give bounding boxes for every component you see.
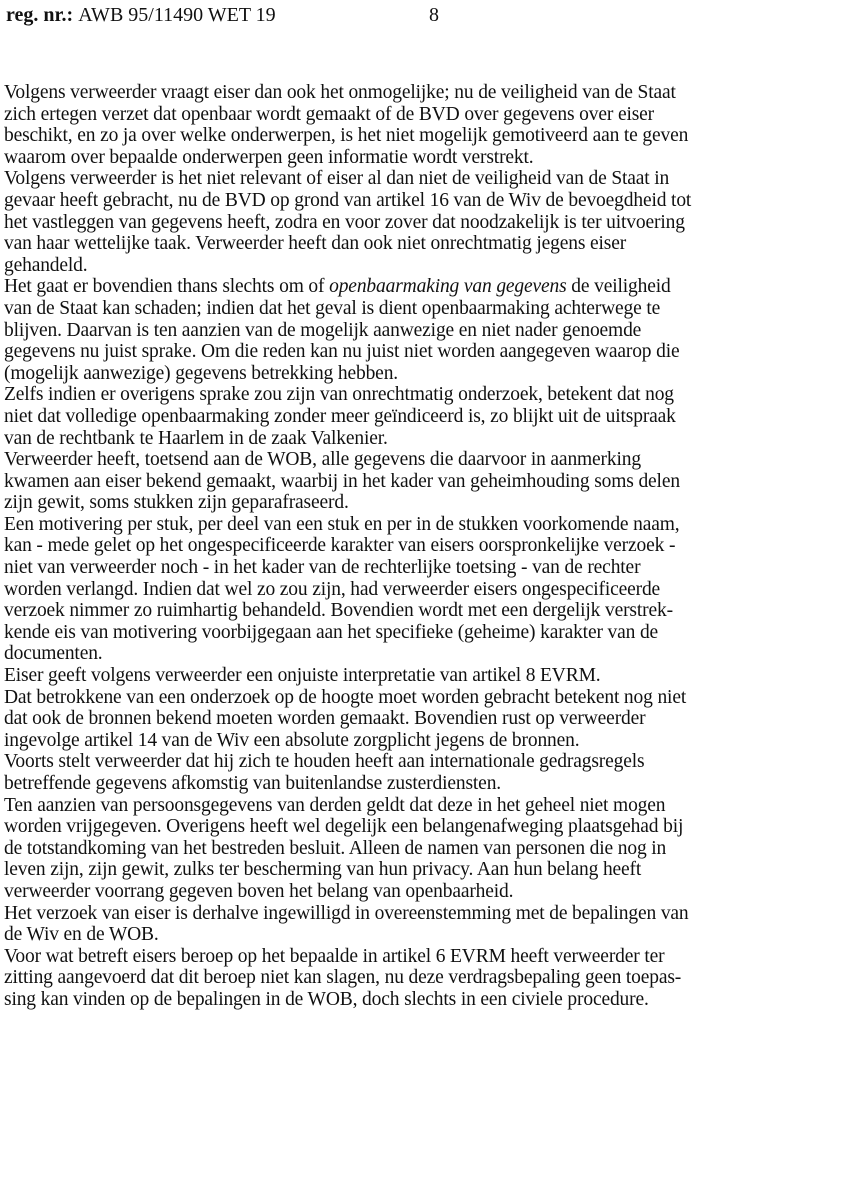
text-line: dat ook de bronnen bekend moeten worden gemaakt. Bovendien rust op verweerder	[4, 708, 646, 730]
text-line: kende eis van motivering voorbijgegaan aan het specifieke (geheime) karakter van de	[4, 621, 659, 643]
text-line: ingevolge artikel 14 van de Wiv een absolute zorgplicht jegens de bronnen.	[4, 729, 580, 751]
page-header	[6, 2, 439, 28]
reg-number: AWB 95/11490 WET 19	[78, 4, 276, 26]
text-line: gegevens nu juist sprake. Om die reden kan nu juist niet worden aangegeven waarop die	[4, 341, 680, 363]
text-line: van haar wettelijke taak. Verweerder heeft dan ook niet onrechtmatig jegens eiser	[4, 233, 627, 255]
text-line: Voor wat betreft eisers beroep op het bepaalde in artikel 6 EVRM heeft verweerder ter	[4, 945, 665, 967]
text-line: het vastleggen van gegevens heeft, zodra en voor zover dat noodzakelijk is ter uitvoering	[4, 211, 685, 233]
text-line: Zelfs indien er overigens sprake zou zijn van onrechtmatig onderzoek, betekent dat nog	[4, 384, 674, 406]
text-line: zitting aangevoerd dat dit beroep niet kan slagen, nu deze verdragsbepaling geen toepas-	[4, 967, 682, 989]
text-line: betreffende gegevens afkomstig van buitenlandse zusterdiensten.	[4, 773, 502, 794]
text-fragment: Het gaat er bovendien thans slechts om of	[4, 276, 330, 298]
text-line: worden verlangd. Indien dat wel zo zou zijn, had verweerder eisers ongespecificeerde	[4, 578, 661, 600]
text-line: worden vrijgegeven. Overigens heeft wel degelijk een belangenafweging plaatsgehad bij	[4, 816, 684, 838]
text-line: de totstandkoming van het bestreden besluit. Alleen de namen van personen die nog in	[4, 837, 667, 859]
page-number: 8	[429, 4, 439, 26]
text-line: niet van verweerder noch - in het kader van de rechterlijke toetsing - van de rechter	[4, 557, 641, 579]
text-line: Een motivering per stuk, per deel van een stuk en per in de stukken voorkomende naam,	[4, 513, 680, 535]
reg-number-label: reg. nr.:	[6, 4, 74, 26]
text-line: de Wiv en de WOB.	[4, 924, 159, 946]
text-line: van de Staat kan schaden; indien dat het geval is dient openbaarmaking achterwege te	[4, 297, 661, 319]
text-line: gehandeld.	[4, 254, 88, 276]
text-line: zijn gewit, soms stukken zijn geparafraseerd.	[4, 492, 349, 514]
text-line: documenten.	[4, 643, 103, 665]
text-line: verweerder voorrang gegeven boven het belang van openbaarheid.	[4, 880, 514, 902]
text-line: (mogelijk aanwezige) gegevens betrekking hebben.	[4, 362, 399, 384]
text-line: Het verzoek van eiser is derhalve ingewilligd in overeenstemming met de bepalingen van	[4, 902, 689, 924]
text-line: Dat betrokkene van een onderzoek op de hoogte moet worden gebracht betekent nog niet	[4, 686, 687, 708]
text-line: gevaar heeft gebracht, nu de BVD op grond van artikel 16 van de Wiv de bevoegdheid tot	[4, 189, 692, 211]
text-line: Volgens verweerder is het niet relevant of eiser al dan niet de veiligheid van de Staat in	[4, 168, 670, 190]
text-line: Verweerder heeft, toetsend aan de WOB, alle gegevens die daarvoor in aanmerking	[4, 449, 641, 471]
text-line: beschikt, en zo ja over welke onderwerpen, is het niet mogelijk gemotiveerd aan te geven	[4, 125, 689, 147]
text-line: waarom over bepaalde onderwerpen geen informatie wordt verstrekt.	[4, 146, 534, 168]
text-line: Voorts stelt verweerder dat hij zich te houden heeft aan internationale gedragsregels	[4, 751, 645, 773]
text-line: Eiser geeft volgens verweerder een onjuiste interpretatie van artikel 8 EVRM.	[4, 665, 601, 687]
text-line: kan - mede gelet op het ongespecificeerde karakter van eisers oorspronkelijke verzoek -	[4, 535, 676, 557]
text-line: niet dat volledige openbaarmaking zonder meer geïndiceerd is, zo blijkt uit de uitspraak	[4, 405, 676, 427]
text-line: verzoek nimmer zo ruimhartig behandeld. Bovendien wordt met een dergelijk verstrek-	[4, 600, 673, 622]
text-line: Volgens verweerder vraagt eiser dan ook het onmogelijke; nu de veiligheid van de Staat	[4, 82, 676, 103]
text-line: leven zijn, zijn gewit, zulks ter bescherming van hun privacy. Aan hun belang heeft	[4, 859, 642, 881]
body-text	[4, 82, 854, 1011]
text-fragment: de veiligheid	[566, 276, 671, 298]
text-line: kwamen aan eiser bekend gemaakt, waarbij in het kader van geheimhouding soms delen	[4, 470, 680, 492]
italic-phrase: openbaarmaking van gegevens	[329, 276, 567, 298]
text-line: Ten aanzien van persoonsgegevens van derden geldt dat deze in het geheel niet mogen	[4, 794, 666, 816]
text-line: blijven. Daarvan is ten aanzien van de mogelijk aanwezige en niet nader genoemde	[4, 319, 642, 341]
text-line-with-italic	[4, 276, 854, 298]
text-line: sing kan vinden op de bepalingen in de WOB, doch slechts in een civiele procedure.	[4, 988, 649, 1010]
text-line: van de rechtbank te Haarlem in de zaak Valkenier.	[4, 427, 388, 449]
text-line: zich ertegen verzet dat openbaar wordt gemaakt of de BVD over gegevens over eiser	[4, 103, 655, 125]
